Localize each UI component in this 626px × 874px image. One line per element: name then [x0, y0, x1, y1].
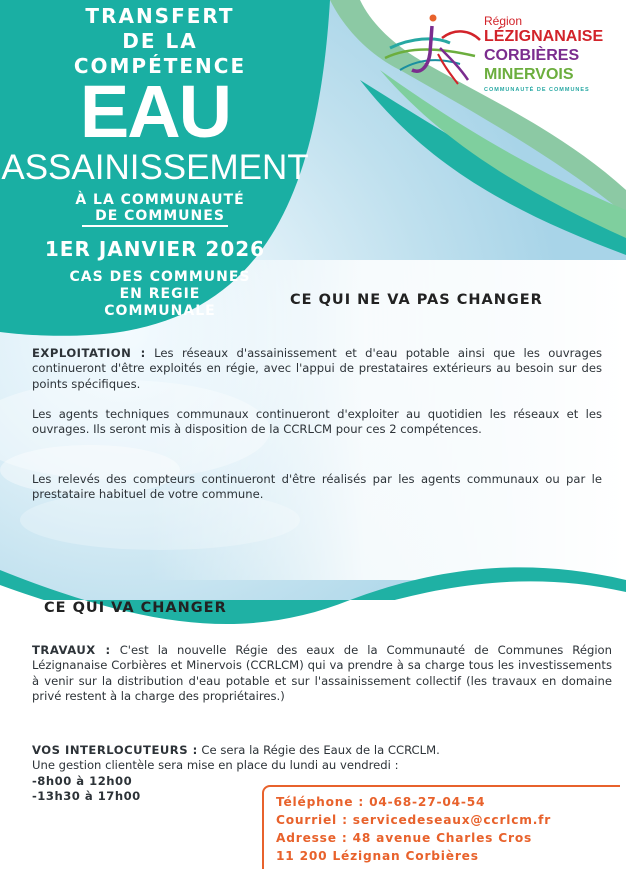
- hours-afternoon: -13h30 à 17h00: [32, 789, 141, 804]
- section2-p2-line2: Une gestion clientèle sera mise en place du lundi au vendredi :: [32, 758, 399, 773]
- section2-p2-label: VOS INTERLOCUTEURS :: [32, 743, 198, 757]
- hero-line-8: COMMUNALE: [104, 303, 216, 319]
- section1-p3-text: Les relevés des compteurs continueront d'être réalisés par les agents communaux ou par le prestataire habituel de votre commune.: [32, 472, 602, 502]
- hero-assainissement: ASSAINISSEMENT: [1, 148, 309, 187]
- section2-p1-text: C'est la nouvelle Régie des eaux de la Communauté de Communes Région Lézignanaise Corbières et Minervois (CCRLCM) qui va prendre à sa charge tous les investissements à venir sur la distribution d'eau potable et sur l'assainissement collectif (les travaux en domaine privé restent à la charge des propriétaires.): [32, 643, 612, 704]
- hero-line-1: TRANSFERT: [85, 4, 235, 28]
- section1-p1-label: EXPLOITATION :: [32, 346, 146, 360]
- contact-email: Courriel : servicedeseaux@ccrlcm.fr: [276, 813, 552, 827]
- hours-morning: -8h00 à 12h00: [32, 773, 133, 788]
- hero-line-5: DE COMMUNES: [95, 208, 225, 224]
- logo-region: Région: [484, 14, 523, 28]
- region-logo: [380, 4, 620, 96]
- section2-p2-text: Ce sera la Régie des Eaux de la CCRCLM.: [201, 743, 440, 757]
- hero-line-4: À LA COMMUNAUTÉ: [75, 192, 245, 208]
- section2-paragraph-1: [32, 643, 612, 705]
- logo-name-3: MINERVOIS: [484, 66, 574, 83]
- section1-title: CE QUI NE VA PAS CHANGER: [290, 292, 543, 308]
- section1-paragraph-3: [32, 472, 602, 503]
- section1-p1-text: Les réseaux d'assainissement et d'eau potable ainsi que les ouvrages continueront d'être exploités en régie, avec l'appui de prestataires extérieurs au besoin sur des points spécifiques.: [32, 346, 602, 391]
- contact-city: 11 200 Lézignan Corbières: [276, 849, 479, 863]
- logo-mark-icon: [380, 8, 490, 88]
- hero-line-2: DE LA: [122, 29, 198, 53]
- hero-underline: [82, 225, 228, 227]
- section1-paragraph-1: [32, 346, 602, 392]
- hero-line-7: EN REGIE: [119, 286, 201, 302]
- hero-line-3: COMPÉTENCE: [73, 54, 247, 78]
- hero-line-6: CAS DES COMMUNES: [69, 269, 251, 285]
- contact-box: [262, 785, 620, 869]
- section2-title: CE QUI VA CHANGER: [44, 600, 227, 616]
- contact-phone: Téléphone : 04-68-27-04-54: [276, 795, 486, 809]
- hero-date: 1ER JANVIER 2026: [44, 237, 266, 261]
- section1-paragraph-2: [32, 407, 602, 438]
- section2-p1-label: TRAVAUX :: [32, 643, 111, 657]
- section1-p2-text: Les agents techniques communaux continueront d'exploiter au quotidien les réseaux et les ouvrages. Ils seront mis à disposition de la CCRLCM pour ces 2 compétences.: [32, 407, 602, 437]
- logo-name-1: LÉZIGNANAISE: [484, 28, 604, 45]
- logo-name-2: CORBIÈRES: [484, 47, 580, 64]
- contact-address: Adresse : 48 avenue Charles Cros: [276, 831, 533, 845]
- hero-eau: EAU: [79, 70, 231, 153]
- logo-subtitle: COMMUNAUTÉ DE COMMUNES: [484, 87, 590, 93]
